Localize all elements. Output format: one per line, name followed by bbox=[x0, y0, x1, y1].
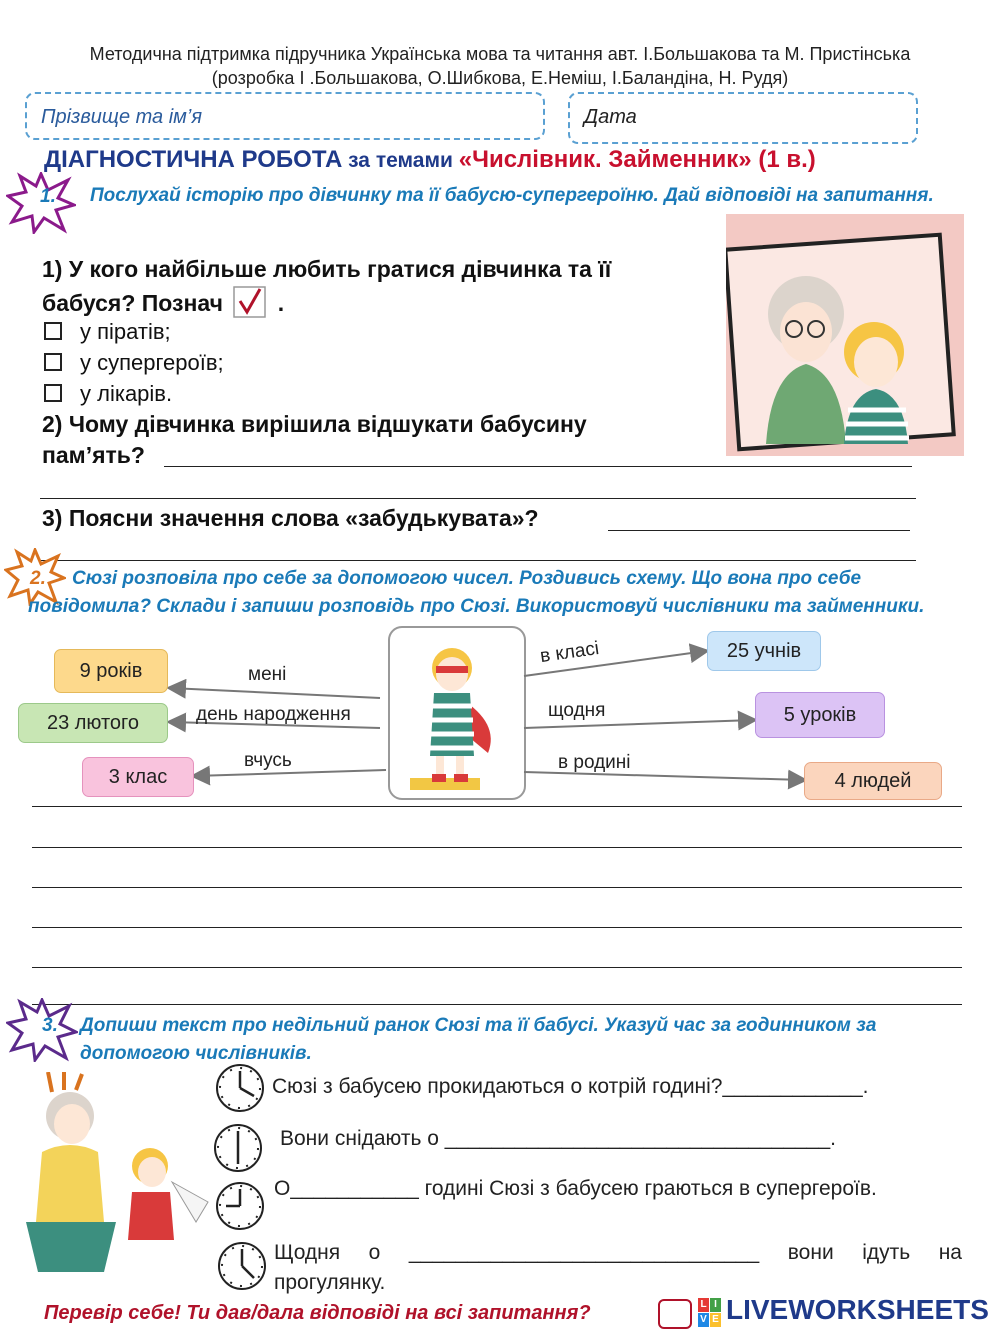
name-field[interactable] bbox=[25, 92, 545, 140]
liveworksheets-logo-icon: L I V E bbox=[698, 1298, 720, 1328]
question-2-line-2: пам’ять? bbox=[42, 442, 145, 468]
sentence-1: Сюзі з бабусею прокидаються о котрій годині?____________. bbox=[272, 1075, 869, 1098]
label-shchodnia: щодня bbox=[548, 700, 606, 721]
self-check-box[interactable] bbox=[658, 1299, 692, 1329]
grandma-girl-playing-illustration bbox=[12, 1072, 210, 1280]
pill-9-rokiv: 9 років bbox=[54, 649, 168, 693]
option-doctors[interactable]: у лікарів. bbox=[44, 378, 172, 409]
pill-25-uchniv: 25 учнів bbox=[707, 631, 821, 671]
label-v-klasi: в класі bbox=[538, 637, 601, 668]
checkbox-icon[interactable] bbox=[44, 322, 62, 340]
label-v-rodyni: в родині bbox=[558, 752, 631, 773]
task-1-instruction: Послухай історію про дівчинку та її бабусю-супергероїню. Дай відповіді на запитання. bbox=[90, 185, 934, 206]
name-field-label: Прізвище та ім’я bbox=[41, 106, 203, 128]
task-3-instruction: Допиши текст про недільний ранок Сюзі та її бабусі. Указуй час за годинником за допомогою числівників. bbox=[80, 1015, 877, 1064]
clock-icon bbox=[212, 1122, 264, 1174]
label-vchus: вчусь bbox=[244, 750, 292, 771]
writing-line[interactable] bbox=[32, 967, 962, 968]
sentence-3: О___________ годині Сюзі з бабусею граються в супергероїв. bbox=[274, 1177, 877, 1200]
answer-line[interactable] bbox=[608, 530, 910, 531]
writing-line[interactable] bbox=[32, 847, 962, 848]
option-pirates[interactable]: у піратів; bbox=[44, 316, 171, 347]
answer-line[interactable] bbox=[40, 560, 916, 561]
clock-icon bbox=[214, 1180, 266, 1232]
label-birthday: день народження bbox=[196, 704, 351, 725]
date-field[interactable] bbox=[568, 92, 918, 144]
label-meni: мені bbox=[248, 664, 287, 685]
page-title: ДІАГНОСТИЧНА РОБОТА за темами «Числівник. Займенник» (1 в.) bbox=[44, 146, 816, 173]
question-2-line-1: 2) Чому дівчинка вирішила відшукати бабусину bbox=[42, 411, 587, 437]
self-check-text: Перевір себе! Ти дав/дала відповіді на всі запитання? bbox=[44, 1302, 591, 1324]
task-3-number: 3. bbox=[42, 1015, 58, 1036]
pill-23-liutoho: 23 лютого bbox=[18, 703, 168, 743]
sentence-4: Щодня о ______________________________ вони ідуть на прогулянку. bbox=[274, 1241, 962, 1294]
header-line-1: Методична підтримка підручника Українська мова та читання авт. І.Большакова та М. Пристінська bbox=[89, 44, 911, 64]
option-superheroes[interactable]: у супергероїв; bbox=[44, 347, 224, 378]
grandma-girl-illustration bbox=[726, 214, 964, 456]
question-1-line-1: 1) У кого найбільше любить гратися дівчинка та її bbox=[42, 256, 612, 282]
date-field-label: Дата bbox=[584, 106, 637, 128]
answer-line[interactable] bbox=[40, 498, 916, 499]
task-2-number: 2. bbox=[30, 568, 46, 589]
clock-icon bbox=[214, 1062, 266, 1114]
writing-line[interactable] bbox=[32, 927, 962, 928]
clock-icon bbox=[216, 1240, 268, 1292]
sentence-2: Вони снідають о _________________________________. bbox=[280, 1127, 836, 1150]
writing-line[interactable] bbox=[32, 887, 962, 888]
question-1-line-2: бабуся? Познач . bbox=[42, 285, 284, 319]
arrow-left-1 bbox=[170, 688, 380, 698]
checkbox-icon[interactable] bbox=[44, 384, 62, 402]
header-line-2: (розробка І .Большакова, О.Шибкова, Е.Неміш, І.Баландіна, Н. Рудя) bbox=[211, 68, 789, 88]
liveworksheets-brand: LIVEWORKSHEETS bbox=[726, 1294, 989, 1325]
checkmark-icon bbox=[233, 285, 267, 319]
writing-line[interactable] bbox=[32, 806, 962, 807]
pill-3-klas: 3 клас bbox=[82, 757, 194, 797]
pill-5-urokiv: 5 уроків bbox=[755, 692, 885, 738]
checkbox-icon[interactable] bbox=[44, 353, 62, 371]
pill-4-liudei: 4 людей bbox=[804, 762, 942, 800]
task-1-number: 1. bbox=[40, 186, 56, 207]
question-3: 3) Поясни значення слова «забудькувата»? bbox=[42, 505, 539, 531]
task-2-instruction: Сюзі розповіла про себе за допомогою чисел. Роздивись схему. Що вона про себе повідомила? Склади і запиши розповідь про Сюзі. Використовуй числівники та займенники. bbox=[28, 568, 925, 617]
writing-line[interactable] bbox=[32, 1004, 962, 1005]
answer-line[interactable] bbox=[164, 466, 912, 467]
